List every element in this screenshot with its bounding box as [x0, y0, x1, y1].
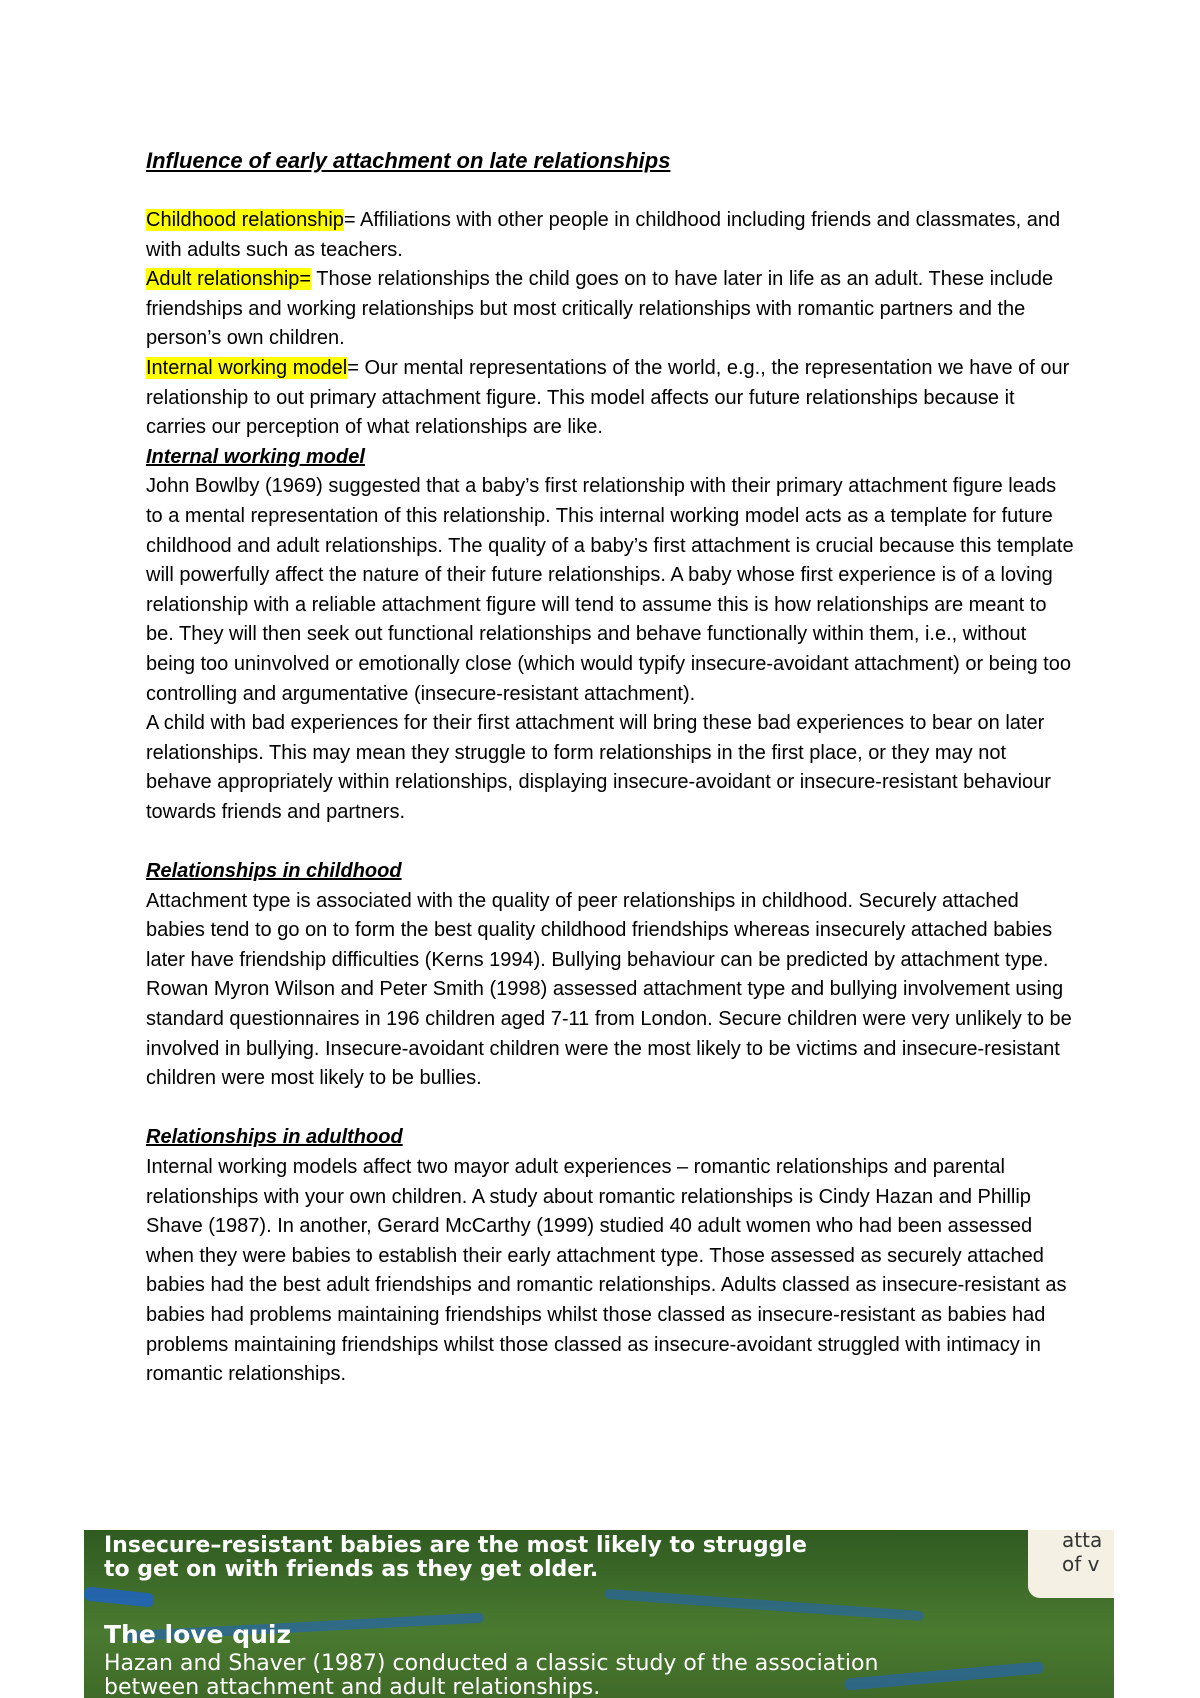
caption-card [1028, 1530, 1114, 1598]
spacer [146, 1094, 1076, 1124]
term-highlight: Childhood relationship [146, 209, 344, 231]
term-highlight: Adult relationship= [146, 268, 312, 291]
definition-text: Those relationships the child goes on to have later in life as an adult. These include friendships and working relationships but most critically relationships with romantic partners and the person’s own children. [146, 268, 1054, 350]
banner-body-line: between attachment and adult relationships. [104, 1675, 601, 1698]
page-title: Influence of early attachment on late relationships [146, 148, 671, 173]
banner-body [104, 1652, 878, 1698]
banner-caption-line: Insecure–resistant babies are the most likely to struggle [104, 1533, 807, 1558]
section-heading-relationships-in-childhood: Relationships in childhood [146, 860, 402, 883]
spacer [146, 827, 1076, 857]
document-body [146, 146, 1076, 1390]
blue-streak [84, 1586, 155, 1607]
term-highlight: Internal working model [146, 356, 348, 379]
definition-text: = Affiliations with other people in childhood including friends and classmates, and with adults such as teachers. [146, 209, 1061, 261]
paragraph: Internal working models affect two mayor adult experiences – romantic relationships and parental relationships with your own children. A study about romantic relationships is Cindy Hazan and Phillip Shave (1987). In another, Gerard McCarthy (1999) studied 40 adult women who had been assessed when they were babies to establish their early attachment type. Those assessed as securely attached babies had the best adult friendships and romantic relationships. Adults classed as insecure-resistant as babies had problems maintaining friendships whilst those classed as insecure-resistant as babies had problems maintaining friendships whilst those classed as insecure-avoidant struggled with intimacy in romantic relationships. [146, 1156, 1067, 1386]
definition-text: = Our mental representations of the world, e.g., the representation we have of our relationship to out primary attachment figure. This model affects our future relationships because it carries our perception of what relationships are like. [146, 356, 1070, 439]
banner-caption-line: to get on with friends as they get older. [104, 1557, 599, 1582]
banner-heading: The love quiz [104, 1620, 292, 1649]
definition-childhood-relationship [146, 206, 1076, 265]
banner-caption [104, 1534, 807, 1582]
section-heading-internal-working-model: Internal working model [146, 445, 365, 468]
blue-streak [604, 1589, 924, 1621]
paragraph: A child with bad experiences for their first attachment will bring these bad experiences to bear on later relationships. This may mean they struggle to form relationships in the first place, or they may not behave appropriately within relationships, displaying insecure-avoidant or insecure-resistant behaviour towards friends and partners. [146, 712, 1051, 823]
definition-internal-working-model [146, 354, 1076, 443]
textbook-photo-banner [84, 1530, 1114, 1698]
definition-adult-relationship [146, 265, 1076, 354]
card-text: of v [1062, 1552, 1100, 1576]
card-text: atta [1062, 1530, 1103, 1552]
paragraph: Attachment type is associated with the quality of peer relationships in childhood. Securely attached babies tend to go on to form the best quality childhood friendships whereas insecurely attached babies later have friendship difficulties (Kerns 1994). Bullying behaviour can be predicted by attachment type. Rowan Myron Wilson and Peter Smith (1998) assessed attachment type and bullying involvement using standard questionnaires in 196 children aged 7-11 from London. Secure children were very unlikely to be involved in bullying. Insecure-avoidant children were the most likely to be victims and insecure-resistant children were most likely to be bullies. [146, 889, 1072, 1090]
section-heading-relationships-in-adulthood: Relationships in adulthood [146, 1126, 403, 1149]
banner-body-line: Hazan and Shaver (1987) conducted a classic study of the association [104, 1651, 879, 1676]
paragraph: John Bowlby (1969) suggested that a baby’s first relationship with their primary attachment figure leads to a mental representation of this relationship. This internal working model acts as a template for future childhood and adult relationships. The quality of a baby’s first attachment is crucial because this template will powerfully affect the nature of their future relationships. A baby whose first experience is of a loving relationship with a reliable attachment figure will tend to assume this is how relationships are meant to be. They will then seek out functional relationships and behave functionally within them, i.e., without being too uninvolved or emotionally close (which would typify insecure-avoidant attachment) or being too controlling and argumentative (insecure-resistant attachment). [146, 475, 1074, 705]
